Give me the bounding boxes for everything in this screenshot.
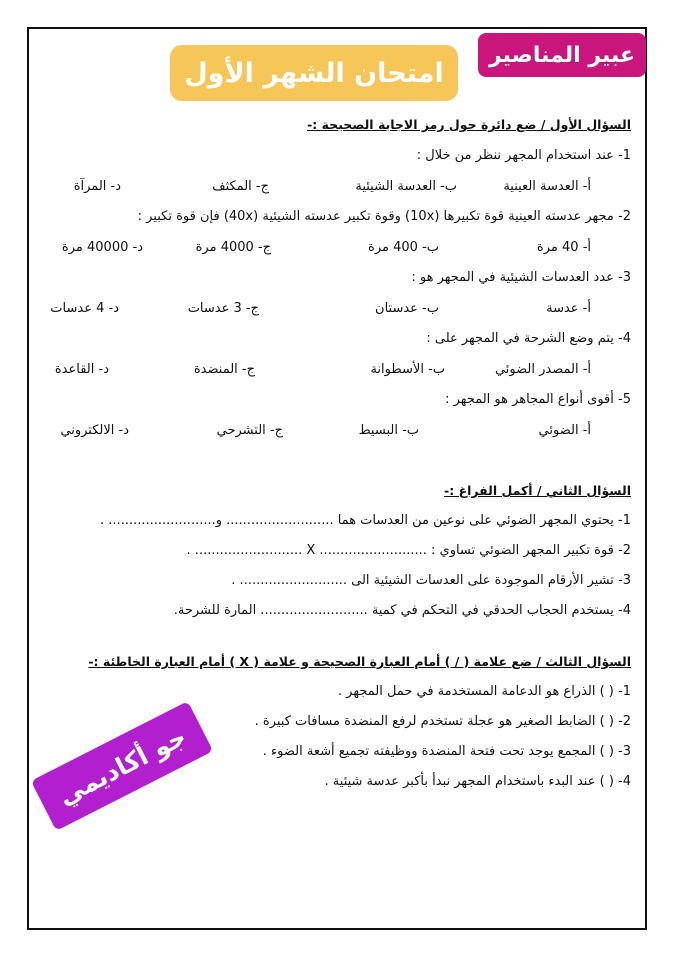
fill-item-2: 2- قوة تكبير المجهر الضوئي تساوي : .......................... X .......................... .	[186, 543, 631, 558]
q2-option-d: د- 40000 مرة	[61, 240, 143, 255]
q2-option-b: ب- 400 مرة	[368, 240, 439, 255]
question-4: 4- يتم وضع الشرحة في المجهر على :	[426, 331, 631, 346]
q4-option-a: أ- المصدر الضوئي	[494, 362, 591, 377]
tf-item-2: 2- ( ) الضابط الصغير هو عجلة تستخدم لرفع المنضدة مسافات كبيرة .	[254, 714, 631, 729]
q2-option-a: أ- 40 مرة	[536, 240, 591, 255]
question-1: 1- عند استخدام المجهر ننظر من خلال :	[416, 148, 631, 163]
author-badge: عبير المناصير	[478, 33, 646, 77]
question-5: 5- أقوى أنواع المجاهر هو المجهر :	[445, 392, 631, 407]
q5-option-b: ب- البسيط	[358, 423, 419, 438]
q3-option-c: ج- 3 عدسات	[187, 301, 259, 316]
academy-badge: جو أكاديمي	[31, 701, 213, 831]
question-3: 3- عدد العدسات الشيئية في المجهر هو :	[411, 270, 631, 285]
q1-option-b: ب- العدسة الشيئية	[355, 179, 457, 194]
fill-item-3: 3- تشير الأرقام الموجودة على العدسات الشيئية الى .......................... .	[231, 573, 631, 588]
fill-item-1: 1- يحتوي المجهر الضوئي على نوعين من العدسات هما .......................... و.......................... .	[100, 513, 631, 528]
q4-option-d: د- القاعدة	[54, 362, 109, 377]
tf-item-3: 3- ( ) المجمع يوجد تحت فتحة المنضدة ووظيفته تجميع أشعة الضوء .	[262, 744, 631, 759]
exam-title: امتحان الشهر الأول	[170, 45, 458, 101]
q5-option-d: د- الالكتروني	[60, 423, 129, 438]
q5-option-c: ج- التشرحي	[216, 423, 283, 438]
q1-option-d: د- المرآة	[73, 179, 121, 194]
section3-heading: السؤال الثالث / ضع علامة ( / ) أمام العبارة الصحيحة و علامة ( X ) أمام العبارة الخاطئة :-	[88, 654, 631, 669]
fill-item-4: 4- يستخدم الحجاب الحدقي في التحكم في كمية .......................... المارة للشرحة.	[173, 603, 631, 618]
q1-option-c: ج- المكثف	[212, 179, 269, 194]
question-2: 2- مجهر عدسته العينية قوة تكبيرها (10x) وقوة تكبير عدسته الشيئية (40x) فإن قوة تكبير :	[137, 209, 631, 224]
q3-option-d: د- 4 عدسات	[50, 301, 119, 316]
section2-heading: السؤال الثاني / أكمل الفراغ :-	[444, 483, 631, 498]
tf-item-1: 1- ( ) الذراع هو الدعامة المستخدمة في حمل المجهر .	[337, 684, 631, 699]
tf-item-4: 4- ( ) عند البدء باستخدام المجهر نبدأ بأكبر عدسة شيئية .	[324, 774, 631, 789]
q2-option-c: ج- 4000 مرة	[195, 240, 271, 255]
q4-option-b: ب- الأسطوانة	[370, 362, 445, 377]
section1-heading: السؤال الأول / ضع دائرة حول رمز الاجابة الصحيحة :-	[307, 117, 631, 132]
q4-option-c: ج- المنضدة	[193, 362, 255, 377]
q3-option-a: أ- عدسة	[546, 301, 591, 316]
q5-option-a: أ- الضوئي	[538, 423, 591, 438]
q3-option-b: ب- عدستان	[375, 301, 439, 316]
q1-option-a: أ- العدسة العينية	[503, 179, 591, 194]
